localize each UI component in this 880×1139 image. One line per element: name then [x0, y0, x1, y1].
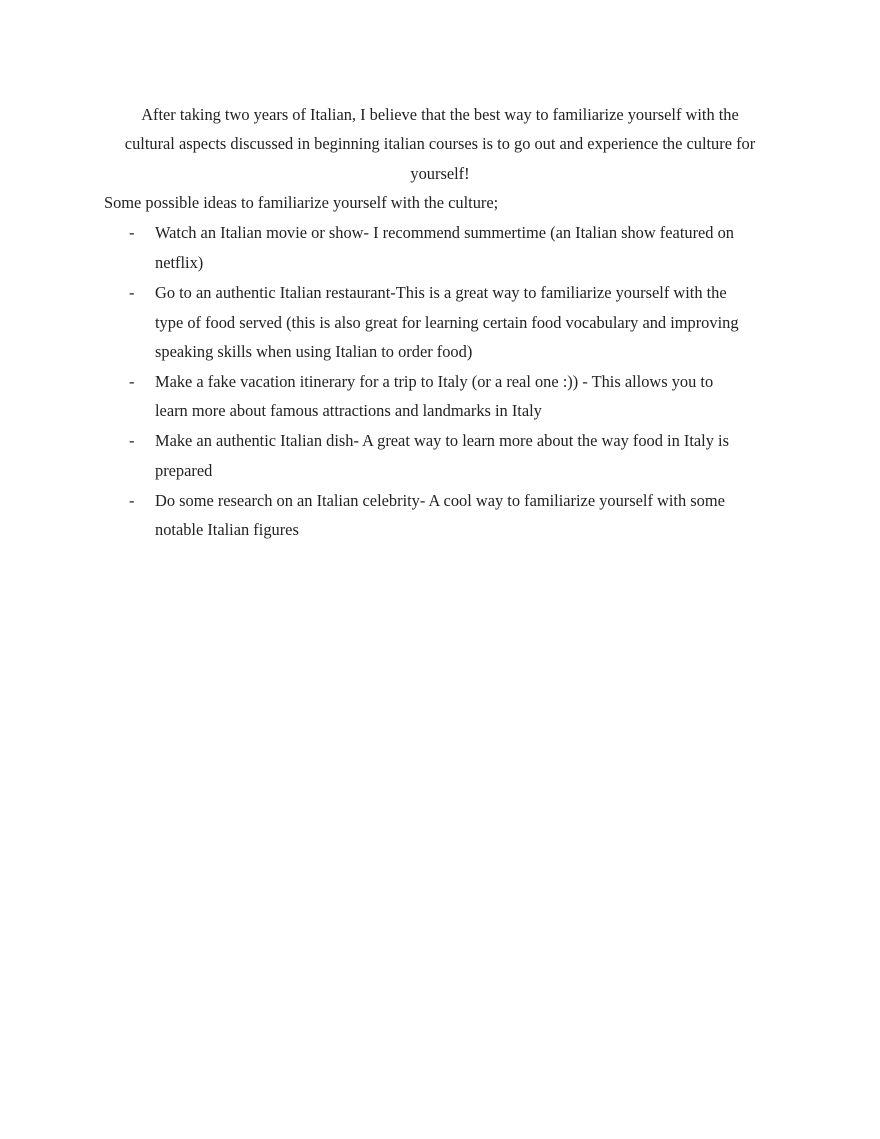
list-item-line: netflix): [155, 253, 204, 272]
intro-line: After taking two years of Italian, I believe that the best way to familiarize yourself with the: [141, 105, 739, 124]
bullet-dash: -: [129, 223, 135, 242]
bullet-dash: -: [129, 491, 135, 510]
list-item-line: prepared: [155, 461, 213, 480]
bullet-dash: -: [129, 283, 135, 302]
list-item-line: notable Italian figures: [155, 520, 299, 539]
list-item-line: type of food served (this is also great for learning certain food vocabulary and improving: [155, 313, 739, 332]
list-item-line: speaking skills when using Italian to order food): [155, 342, 473, 361]
intro-line: yourself!: [410, 164, 470, 183]
bullet-dash: -: [129, 372, 135, 391]
list-item-line: Make a fake vacation itinerary for a trip to Italy (or a real one :)) - This allows you to: [155, 372, 714, 391]
list-item-line: learn more about famous attractions and landmarks in Italy: [155, 401, 542, 420]
list-heading: Some possible ideas to familiarize yourself with the culture;: [104, 193, 499, 212]
bullet-dash: -: [129, 431, 135, 450]
list-item-line: Watch an Italian movie or show- I recommend summertime (an Italian show featured on: [155, 223, 734, 242]
list-item-line: Make an authentic Italian dish- A great way to learn more about the way food in Italy is: [155, 431, 729, 450]
intro-line: cultural aspects discussed in beginning italian courses is to go out and experience the culture for: [124, 134, 756, 153]
list-item-line: Do some research on an Italian celebrity- A cool way to familiarize yourself with some: [155, 491, 725, 510]
list-item-line: Go to an authentic Italian restaurant-This is a great way to familiarize yourself with the: [155, 283, 727, 302]
